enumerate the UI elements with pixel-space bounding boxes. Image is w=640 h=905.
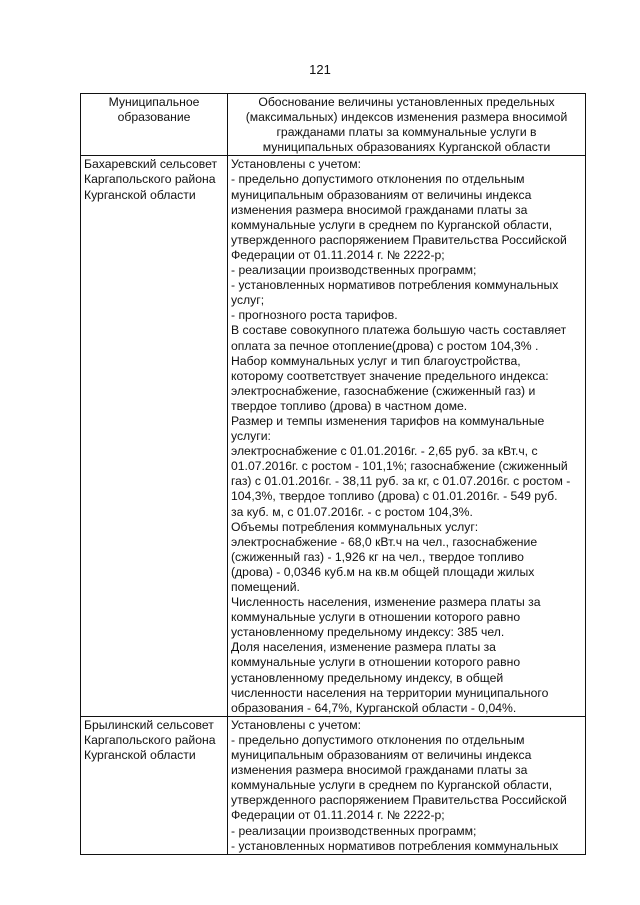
municipality-line: Курганской области <box>84 748 196 763</box>
page-number: 121 <box>309 62 331 77</box>
justification-line: утвержденного распоряжением Правительства Российской <box>231 793 567 808</box>
justification-line: коммунальные услуги в отношении которого равно <box>231 610 521 625</box>
justification-line: установленному предельному индексу, в общей <box>231 670 504 685</box>
justification-line: электроснабжение - 68,0 кВт.ч на чел., газоснабжение <box>231 534 538 549</box>
justification-line: которому соответствует значение предельного индекса: <box>231 368 549 383</box>
justification-line: - установленных нормативов потребления коммунальных <box>231 278 559 293</box>
justification-cell <box>228 156 586 716</box>
justification-line: численности населения на территории муниципального <box>231 685 549 700</box>
justification-line: 104,3%, твердое топливо (дрова) с 01.01.2016г. - 549 руб. <box>231 489 558 504</box>
header-text-line: (максимальных) индексов изменения размера вносимой <box>245 110 568 125</box>
justification-line: за куб. м, с 01.07.2016г. - с ростом 104,3%. <box>231 504 473 519</box>
municipality-cell <box>81 716 228 854</box>
justification-line: установленному предельному индексу: 385 чел. <box>231 625 505 640</box>
header-text-line: гражданами платы за коммунальные услуги в <box>276 125 537 140</box>
justification-line: изменения размера вносимой гражданами платы за <box>231 202 528 217</box>
municipality-cell <box>81 156 228 716</box>
justification-line: твердое топливо (дрова) в частном доме. <box>231 398 468 413</box>
tariff-justification-table <box>80 93 586 855</box>
header-text-line: Муниципальное <box>108 95 200 109</box>
header-text-line: Обоснование величины установленных предельных <box>258 95 555 109</box>
justification-line: (дрова) - 0,0346 куб.м на кв.м общей площади жилых <box>231 564 535 579</box>
table-row <box>81 156 586 716</box>
header-justification <box>228 94 586 156</box>
justification-line: оплата за печное отопление(дрова) с ростом 104,3% . <box>231 338 539 353</box>
justification-cell <box>228 716 586 854</box>
justification-line: (сжиженный газ) - 1,926 кг на чел., твердое топливо <box>231 549 524 564</box>
justification-line: газ) с 01.01.2016г. - 38,11 руб. за кг, с 01.07.2016г. с ростом - <box>231 474 571 489</box>
justification-line: - предельно допустимого отклонения по отдельным <box>231 732 525 747</box>
header-municipality <box>81 94 228 156</box>
justification-line: Установлены с учетом: <box>231 157 361 172</box>
justification-line: Набор коммунальных услуг и тип благоустройства, <box>231 353 521 368</box>
justification-line: услуг; <box>231 293 265 308</box>
justification-line: Федерации от 01.11.2014 г. № 2222-р; <box>231 808 445 823</box>
municipality-line: Курганской области <box>84 187 196 202</box>
municipality-line: Каргапольского района <box>84 732 216 747</box>
justification-line: Численность населения, изменение размера платы за <box>231 595 541 610</box>
justification-line: Размер и темпы изменения тарифов на коммунальные <box>231 413 545 428</box>
table-header-row <box>81 94 586 156</box>
justification-line: помещений. <box>231 580 300 594</box>
justification-line: Установлены с учетом: <box>231 717 361 732</box>
justification-line: коммунальные услуги в среднем по Курганской области, <box>231 217 553 232</box>
justification-line: - прогнозного роста тарифов. <box>231 308 398 323</box>
justification-line: услуги: <box>231 429 271 444</box>
justification-line: образования - 64,7%, Курганской области - 0,04%. <box>231 700 517 715</box>
justification-line: 01.07.2016г. с ростом - 101,1%; газоснабжение (сжиженный <box>231 459 568 474</box>
justification-line: - предельно допустимого отклонения по отдельным <box>231 172 525 187</box>
municipality-line: Бахаревский сельсовет <box>84 157 218 172</box>
justification-line: изменения размера вносимой гражданами платы за <box>231 763 528 778</box>
justification-line: - реализации производственных программ; <box>231 823 477 838</box>
header-text-line: образование <box>117 110 191 125</box>
justification-line: коммунальные услуги в среднем по Курганской области, <box>231 778 553 793</box>
justification-line: Объемы потребления коммунальных услуг: <box>231 519 479 534</box>
table-row <box>81 716 586 854</box>
municipality-line: Каргапольского района <box>84 172 216 187</box>
justification-line: - установленных нормативов потребления коммунальных <box>231 838 559 853</box>
header-text-line: муниципальных образованиях Курганской области <box>262 140 551 155</box>
justification-line: - реализации производственных программ; <box>231 263 477 278</box>
justification-line: муниципальным образованиям от величины индекса <box>231 187 532 202</box>
justification-line: муниципальным образованиям от величины индекса <box>231 748 532 763</box>
justification-line: электроснабжение с 01.01.2016г. - 2,65 руб. за кВт.ч, с <box>231 444 538 459</box>
justification-line: электроснабжение, газоснабжение (сжиженный газ) и <box>231 383 536 398</box>
justification-line: Федерации от 01.11.2014 г. № 2222-р; <box>231 247 445 262</box>
justification-line: утвержденного распоряжением Правительства Российской <box>231 232 567 247</box>
justification-line: В составе совокупного платежа большую часть составляет <box>231 323 567 338</box>
municipality-line: Брылинский сельсовет <box>84 717 214 732</box>
justification-line: Доля населения, изменение размера платы за <box>231 640 496 655</box>
justification-line: коммунальные услуги в отношении которого равно <box>231 655 521 670</box>
